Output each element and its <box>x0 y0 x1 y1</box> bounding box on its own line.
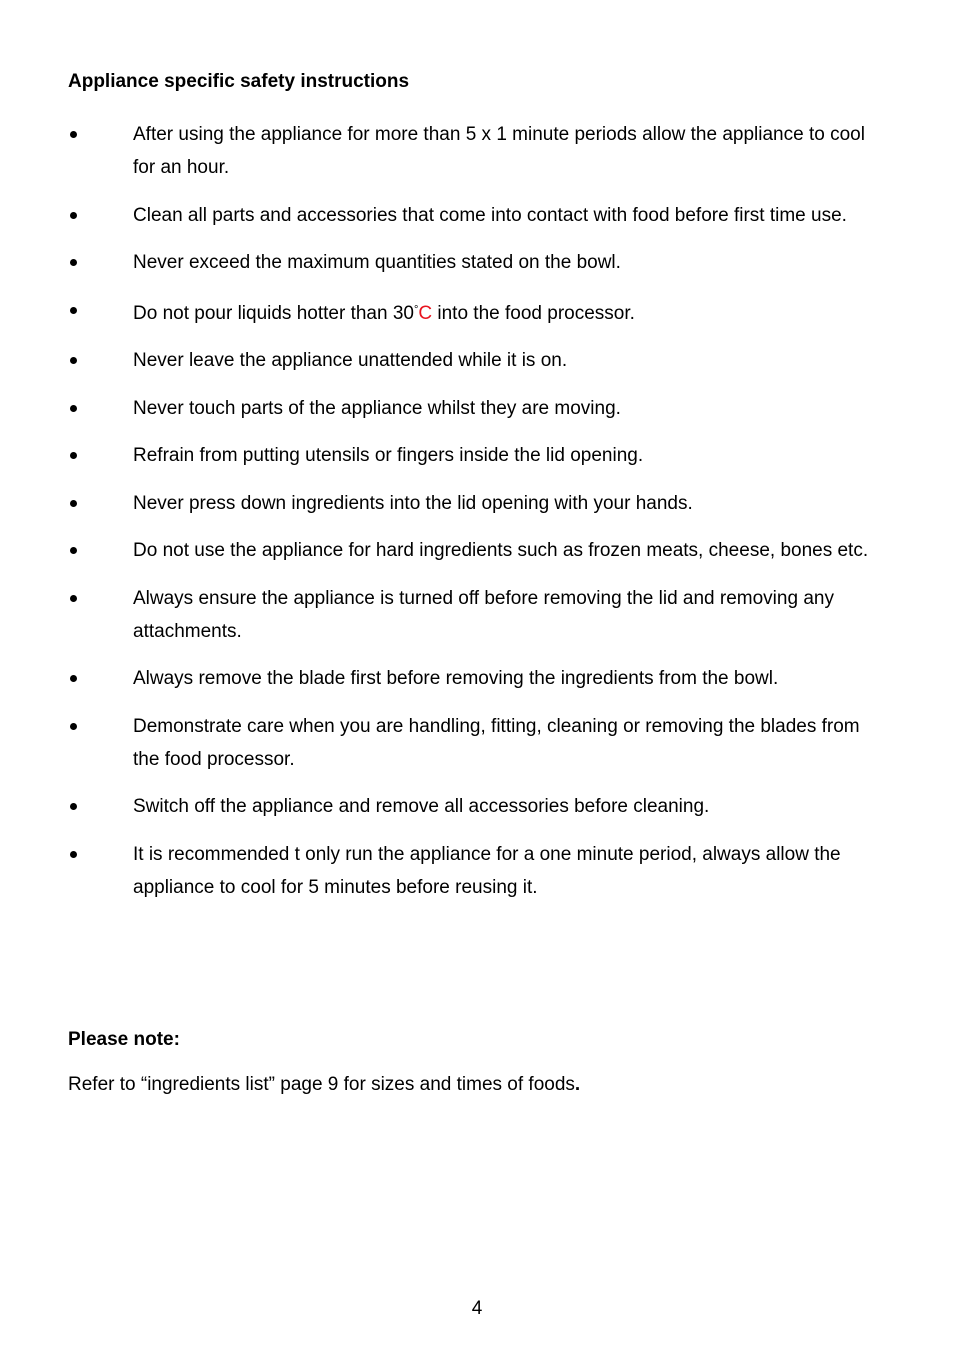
bullet-icon <box>70 357 77 364</box>
bullet-icon <box>70 131 77 138</box>
safety-instructions-list <box>68 118 888 918</box>
list-item-text: Never press down ingredients into the lid opening with your hands. <box>133 492 693 514</box>
bullet-icon <box>70 307 77 314</box>
note-heading: Please note: <box>68 1029 180 1050</box>
list-item <box>68 246 888 279</box>
list-item <box>68 118 888 184</box>
temperature-unit: C <box>418 302 433 324</box>
list-item <box>68 838 888 904</box>
bullet-icon <box>70 452 77 459</box>
list-item-text <box>133 303 635 324</box>
list-item <box>68 392 888 425</box>
list-item-text: Demonstrate care when you are handling, fitting, cleaning or removing the blades from the food processor. <box>133 715 860 770</box>
temperature-text-after: into the food processor. <box>432 302 635 324</box>
bullet-icon <box>70 405 77 412</box>
bullet-icon <box>70 212 77 219</box>
list-item-text: Always remove the blade first before removing the ingredients from the bowl. <box>133 668 779 689</box>
bullet-icon <box>70 259 77 266</box>
degree-symbol: ° <box>413 303 419 316</box>
bullet-icon <box>70 675 77 682</box>
page-number: 4 <box>471 1298 483 1319</box>
list-item-text: Clean all parts and accessories that come into contact with food before first time use. <box>133 204 847 226</box>
list-item <box>68 662 888 695</box>
note-body: Refer to “ingredients list” page 9 for sizes and times of foods <box>68 1074 575 1095</box>
bullet-icon <box>70 723 77 730</box>
list-item-text: After using the appliance for more than 5 x 1 minute periods allow the appliance to cool for an hour. <box>133 124 865 178</box>
list-item-text: Always ensure the appliance is turned off before removing the lid and removing any attachments. <box>133 587 834 642</box>
list-item <box>68 534 888 567</box>
note-period: . <box>574 1074 581 1095</box>
bullet-icon <box>70 851 77 858</box>
bullet-icon <box>70 547 77 554</box>
list-item <box>68 199 888 232</box>
bullet-icon <box>70 803 77 810</box>
bullet-icon <box>70 595 77 602</box>
list-item-text: Never exceed the maximum quantities stated on the bowl. <box>133 252 621 273</box>
list-item-text: Do not use the appliance for hard ingredients such as frozen meats, cheese, bones etc. <box>133 540 869 561</box>
note-text <box>68 1073 580 1097</box>
list-item <box>68 487 888 520</box>
list-item <box>68 710 888 776</box>
list-item-text: Refrain from putting utensils or fingers inside the lid opening. <box>133 445 644 466</box>
list-item-text: Never leave the appliance unattended while it is on. <box>133 350 568 371</box>
list-item <box>68 344 888 377</box>
section-heading: Appliance specific safety instructions <box>68 71 410 92</box>
list-item-text: Switch off the appliance and remove all accessories before cleaning. <box>133 796 710 817</box>
list-item-text: It is recommended t only run the appliance for a one minute period, always allow the appliance to cool for 5 minutes before reusing it. <box>133 843 841 898</box>
bullet-icon <box>70 500 77 507</box>
temperature-text-before: Do not pour liquids hotter than 30 <box>133 302 414 324</box>
list-item <box>68 582 888 648</box>
list-item <box>68 790 888 823</box>
list-item <box>68 294 888 330</box>
list-item-text: Never touch parts of the appliance whilst they are moving. <box>133 397 621 419</box>
list-item <box>68 439 888 472</box>
